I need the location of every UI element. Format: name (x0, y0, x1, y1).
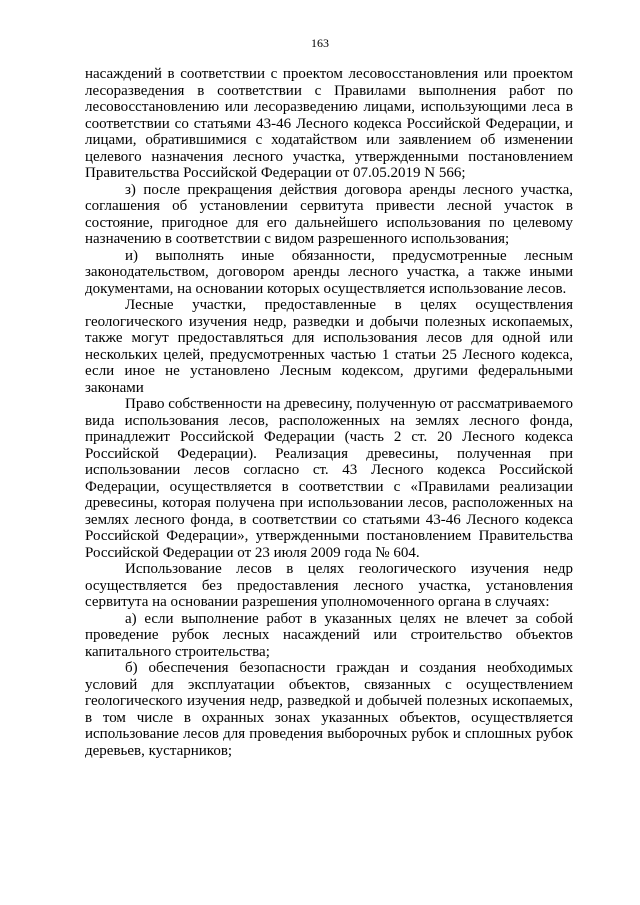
paragraph-continuation: насаждений в соответствии с проектом лесовосстановления или проектом лесоразведения в соответствии с Правилами выполнения работ по лесовосстановлению или лесоразведению лицами, использующими леса в соответствии со статьями 43-46 Лесного кодекса Российской Федерации, и лицами, обратившимися с ходатайством или заявлением об изменении целевого назначения лесного участка, утвержденными постановлением Правительства Российской Федерации от 07.05.2019 N 566; (85, 66, 573, 181)
document-body (85, 66, 573, 759)
page-number: 163 (311, 36, 329, 50)
paragraph-item-a: а) если выполнение работ в указанных целях не влечет за собой проведение рубок лесных насаждений или строительство объектов капитального строительства; (85, 610, 573, 660)
paragraph-item-z: з) после прекращения действия договора аренды лесного участка, соглашения об установлении сервитута привести лесной участок в состояние, пригодное для его дальнейшего использования по целевому назначению в соответствии с видом разрешенного использования; (85, 181, 573, 247)
paragraph-item-b: б) обеспечения безопасности граждан и создания необходимых условий для эксплуатации объектов, связанных с осуществлением геологического изучения недр, разведкой и добычей полезных ископаемых, в том числе в охранных зонах указанных объектов, осуществляется использование лесов для проведения выборочных рубок и сплошных рубок деревьев, кустарников; (85, 660, 573, 759)
paragraph-timber-ownership: Право собственности на древесину, полученную от рассматриваемого вида использования лесов, расположенных на землях лесного фонда, принадлежит Российской Федерации (часть 2 ст. 20 Лесного кодекса Российской Федерации). Реализация древесины, полученная при использовании лесов согласно ст. 43 Лесного кодекса Российской Федерации, осуществляется в соответствии с «Правилами реализации древесины, которая получена при использовании лесов, расположенных на землях лесного фонда, в соответствии со статьями 43-46 Лесного кодекса Российской Федерации», утвержденными постановлением Правительства Российской Федерации от 23 июля 2009 года № 604. (85, 396, 573, 561)
paragraph-item-i: и) выполнять иные обязанности, предусмотренные лесным законодательством, договором аренды лесного участка, а также иными документами, на основании которых осуществляется использование лесов. (85, 247, 573, 297)
paragraph-geological-use: Использование лесов в целях геологического изучения недр осуществляется без предоставления лесного участка, установления сервитута на основании разрешения уполномоченного органа в случаях: (85, 561, 573, 610)
paragraph-forest-plots: Лесные участки, предоставленные в целях осуществления геологического изучения недр, разведки и добычи полезных ископаемых, также могут предоставляться для использования лесов для одной или нескольких целей, предусмотренных частью 1 статьи 25 Лесного кодекса, если иное не установлено Лесным кодексом, другими федеральными законами (85, 297, 573, 396)
